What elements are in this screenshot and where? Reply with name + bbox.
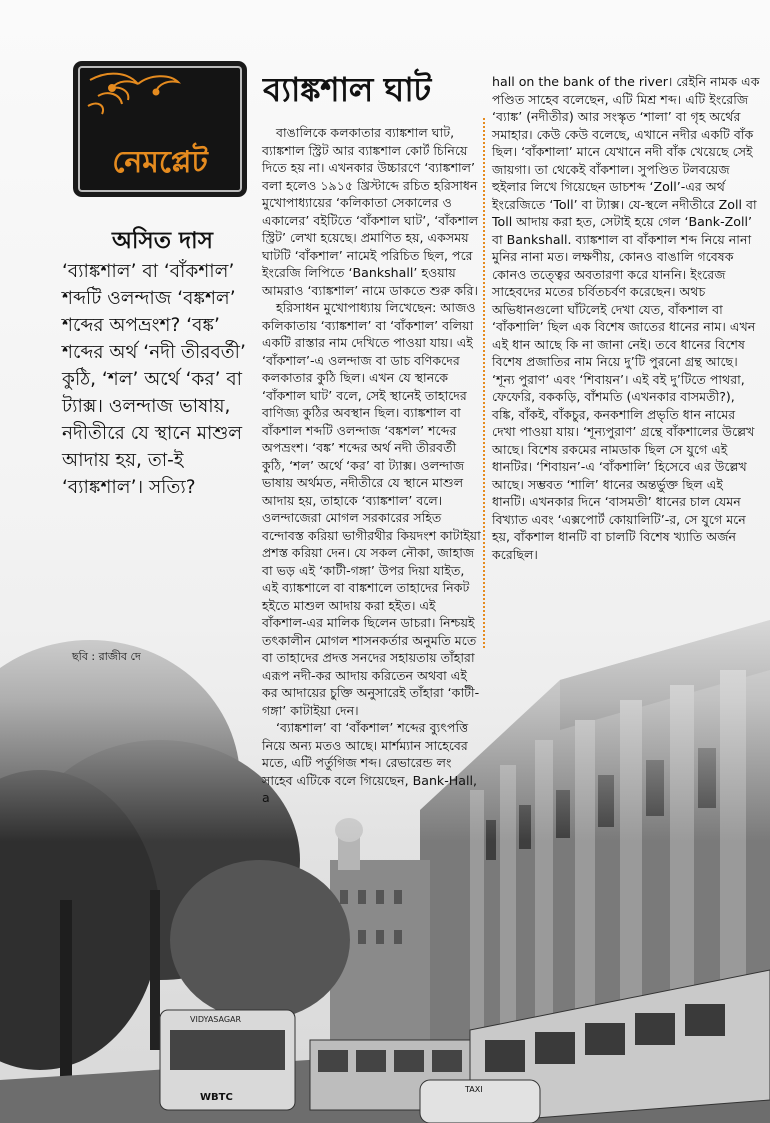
nameplate-badge [78, 66, 242, 192]
column-divider [483, 118, 485, 648]
article-column-1 [262, 124, 482, 807]
article-column-2 [492, 73, 760, 563]
photo-credit: ছবি : রাজীব দে [72, 650, 141, 663]
intro-blurb: ‘ব্যাঙ্কশাল’ বা ‘বাঁকশাল’ শব্দটি ওলন্দাজ ‘বঙ্কশল’ শব্দের অপভ্রংশ? ‘বঙ্ক’ শব্দের অর্থ ‘নদী তীরবর্তী’ কুঠি, ‘শল’ অর্থে ‘কর’ বা ট্যাক্স। ওলন্দাজ ভাষায়, নদীতীরে যে স্থানে মাশুল আদায় হয়, তা-ই ‘ব্যাঙ্কশাল’। সত্যি? [62, 261, 246, 498]
paragraph: hall on the bank of the river। রেইনি নামক এক পণ্ডিত সাহেব বলেছেন, এটি মিশ্র শব্দ। এটি ইংরেজি ‘ব্যাঙ্ক’ (নদীতীর) আর সংস্কৃত ‘শালা’ বা গৃহ অর্থের সমাহার। কেউ কেউ বলেছে, এখানে নদীর একটি বাঁক ছিল। ‘বাঁকশালা’ মানে যেখানে নদী বাঁক খেয়েছে সেই জায়গা। তা থেকেই বাঁকশাল। সুপণ্ডিত টলবয়েজ হুইলার লিখে গিয়েছেন ডাচশব্দ ‘Zoll’-এর অর্থ ইংরেজিতে ‘Toll’ বা ট্যাক্স। যে-স্থলে নদীতীরে Zoll বা Toll আদায় করা হত, সেটাই হয়ে গেল ‘Bank-Zoll’ বা Bankshall. ব্যাঙ্কশাল বা বাঁকশাল শব্দ নিয়ে নানা মুনির নানা মত। লক্ষণীয়, কোনও বাঙালি গবেষক কোনও তত্ত্বের অবতারণা করে যাননি। ইংরেজ সাহেবদের মতের চর্বিতচর্বণ করেছেন। অথচ অভিধানগুলো ঘাঁটলেই দেখা যেত, বাঁকশাল বা ‘বাঁকশালি’ ছিল এক বিশেষ জাতের ধানের নাম। এখন এই ধান আছে কি না জানা নেই। তবে ধানের বিশেষ বিশেষ প্রজাতির নাম নিয়ে দু’টি পুরনো গ্রন্থ আছে। ‘শূন্য পুরাণ’ এবং ‘শিবায়ন’। এই বই দু’টিতে পাথরা, ফেফেরি, বককড়ি, বাঁশমতি (এখনকার বাসমতী?), বঙ্কি, বাঁকই, বাঁকচুর, কনকশালি প্রভৃতি ধান নামের দেখা পাওয়া যায়। ‘শূন্যপুরাণ’ গ্রন্থে বাঁকশালের উল্লেখ আছে। বিশেষ রকমের নামডাক ছিল সে যুগে এই ধানটির। ‘শিবায়ন’-এ ‘বাঁকশালি’ হিসেবে এর উল্লেখ আছে। সম্ভবত ‘শালি’ ধানের অন্তর্ভুক্ত ছিল এই ধানটি। এখনকার দিনে ‘বাসমতী’ ধানের চাল যেমন বিখ্যাত এবং ‘এক্সপোর্ট কোয়ালিটি’-র, সে যুগে মনে হয়, বাঁকশাল ধানটি বা চালটি বিশেষ খ্যাতি অর্জন করেছিল। [492, 74, 760, 562]
paragraph: হরিসাধন মুখোপাধ্যায় লিখেছেন: আজও কলিকাতায় ‘ব্যাঙ্কশাল’ বা ‘বাঁকশাল’ বলিয়া একটি রাস্তার নাম দেখিতে পাওয়া যায়। এই ‘বাঁকশাল’-এ ওলন্দাজ বা ডাচ বণিকদের কলকাতার কুঠি ছিল। এখন যে স্থানকে ‘বাঁকশাল ঘাট’ বলে, সেই স্থানেই তাহাদের বাণিজ্য কুঠির অবস্থান ছিল। ব্যাঙ্কশাল বা বাঁকশাল শব্দটি ওলন্দাজ ‘বঙ্কশল’ শব্দের অপভ্রংশ। ‘বঙ্ক’ শব্দের অর্থ নদী তীরবর্তী কুঠি, ‘শল’ অর্থে ‘কর’ বা ট্যাক্স। ওলন্দাজ ভাষায় অর্থমত, নদীতীরে যে স্থানে মাশুল আদায় হয়, তাহাকে ‘ব্যাঙ্কশাল’ বলে। ওলন্দাজেরা মোগল সরকারের সহিত বন্দোবস্ত করিয়া ভাগীরথীর কিয়দংশ কাটাইয়া প্রশস্ত করিয়া দেন। যে সকল নৌকা, জাহাজ বা ভড় এই ‘কাটী-গঙ্গা’ উপর দিয়া যাইত, এই ব্যাঙ্কশালে বা বাঙ্কশালে তাহাদের নিকট হইতে মাশুল আদায় করা হইত। এই বাঁকশাল-এর মালিক ছিলেন ডাচরা। নিশ্চয়ই তৎকালীন মোগল শাসনকর্তার অনুমতি মতে বা তাহাদের প্রদত্ত সনদের সহায়তায় তাঁহারা এরূপ নদী-কর আদায় করিতেন অথবা এই কর আদায়ের চুক্তি অনুসারেই তাঁহারা ‘কাটী-গঙ্গা’ কাটাইয়া দেন। [262, 300, 481, 718]
nameplate-label: নেমপ্লেট [112, 145, 208, 180]
paragraph: ‘ব্যাঙ্কশাল’ বা ‘বাঁকশাল’ শব্দের ব্যুৎপত্তি নিয়ে অন্য মতও আছে। মার্শম্যান সাহেবের মতে, এটি পর্তুগিজ শব্দ। রেভারেন্ড লং সাহেব এটিকে বলে গিয়েছেন, Bank-Hall, a [262, 720, 477, 805]
paragraph: বাঙালিকে কলকাতার ব্যাঙ্কশাল ঘাট, ব্যাঙ্কশাল স্ট্রিট আর ব্যাঙ্কশাল কোর্ট চিনিয়ে দিতে হয় না। এখনকার উচ্চারণে ‘ব্যাঙ্কশাল’ বলা হলেও ১৯১৫ খ্রিস্টাব্দে রচিত হরিসাধন মুখোপাধ্যায়ের ‘কলিকাতা সেকালের ও একালের’ বইটিতে ‘বাঁকশাল ঘাট’, ‘বাঁকশাল স্ট্রিট’ লেখা হয়েছে। প্রমাণিত হয়, একসময় ঘাটটি ‘বাঁকশাল’ নামেই পরিচিত ছিল, পরে ইংরেজি লিপিতে ‘Bankshall’ হওয়ায় আমরাও ‘ব্যাঙ্কশাল’ নামে ডাকতে শুরু করি। [262, 125, 479, 298]
author-name: অসিত দাস [112, 228, 213, 254]
article-title: ব্যাঙ্কশাল ঘাট [263, 70, 431, 109]
